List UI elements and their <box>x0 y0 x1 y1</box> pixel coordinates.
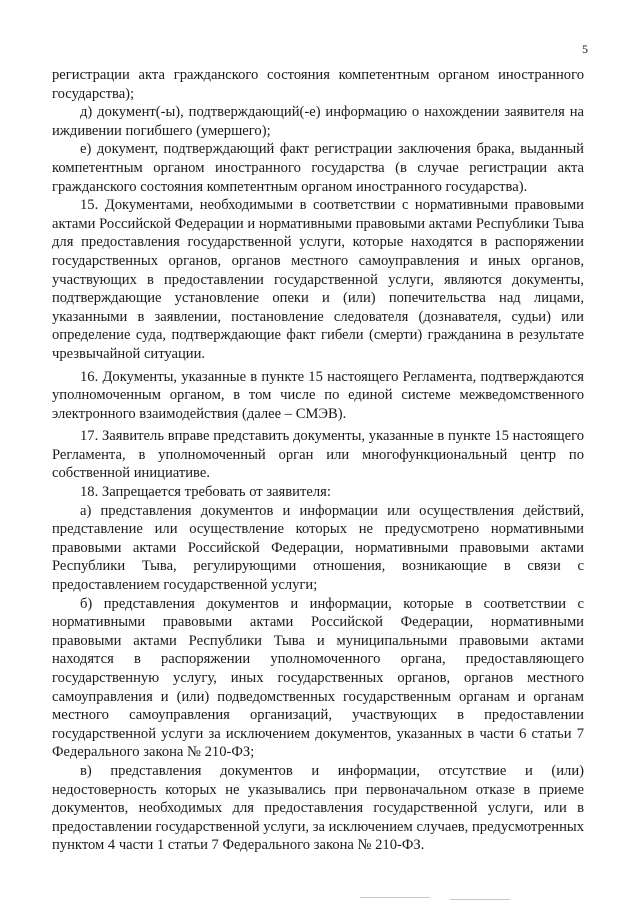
paragraph-18-item-b: б) представления документов и информации, которые в соответствии с нормативными правовыми актами Российской Федерации, нормативными правовыми актами Республики Тыва и муниципальными правовыми актами находятся в распоряжении уполномоченного органа, предоставляющего государственную услугу, иных государственных органов, органов местного самоуправления и (или) подведомственных государственным органам и органам местного самоуправления организаций, участвующих в предоставлении государственной услуги за исключением документов, указанных в части 6 статьи 7 Федерального закона № 210-ФЗ; <box>52 595 584 761</box>
scan-artifact-line <box>450 899 510 900</box>
paragraph-18-item-v: в) представления документов и информации, отсутствие и (или) недостоверность которых не указывались при первоначальном отказе в приеме документов, необходимых для предоставления государственной услуги, или в предоставлении государственной услуги, за исключением случаев, предусмотренных пунктом 4 части 1 статьи 7 Федерального закона № 210-ФЗ. <box>52 762 584 854</box>
paragraph-continuation: регистрации акта гражданского состояния компетентным органом иностранного государства); <box>52 67 584 102</box>
document-body <box>52 66 584 855</box>
paragraph-18-item-a: а) представления документов и информации или осуществления действий, представление или осуществление которых не предусмотрено нормативными правовыми актами Российской Федерации, нормативными правовыми актами Республики Тыва, регулирующими отношения, возникающие в связи с предоставлением государственной услуги; <box>52 502 584 594</box>
paragraph-18: 18. Запрещается требовать от заявителя: <box>80 484 331 501</box>
scan-artifact-line <box>360 897 430 898</box>
paragraph-17: 17. Заявитель вправе представить документы, указанные в пункте 15 настоящего Регламента, в уполномоченный орган или многофункциональный центр по собственной инициативе. <box>52 428 584 482</box>
paragraph-15: 15. Документами, необходимыми в соответствии с нормативными правовыми актами Российской Федерации и нормативными правовыми актами Республики Тыва для предоставления государственной услуги, которые находятся в распоряжении государственных органов, органов местного самоуправления и иных органов, участвующих в предоставлении государственной услуги, являются документы, подтверждающие установление опеки и (или) попечительства над лицами, указанными в заявлении, постановление следователя (дознавателя, судьи) или определение суда, подтверждающие факт гибели (смерти) гражданина в результате чрезвычайной ситуации. <box>52 197 584 362</box>
page-number: 5 <box>582 42 588 56</box>
paragraph-item-d: д) документ(-ы), подтверждающий(-е) информацию о нахождении заявителя на иждивении погибшего (умершего); <box>52 104 584 139</box>
paragraph-item-e: е) документ, подтверждающий факт регистрации заключения брака, выданный компетентным органом иностранного государства (в случае регистрации акта гражданского состояния компетентным органом иностранного государства). <box>52 141 584 195</box>
paragraph-16: 16. Документы, указанные в пункте 15 настоящего Регламента, подтверждаются уполномоченным органом, в том числе по единой системе межведомственного электронного взаимодействия (далее – СМЭВ). <box>52 368 584 422</box>
